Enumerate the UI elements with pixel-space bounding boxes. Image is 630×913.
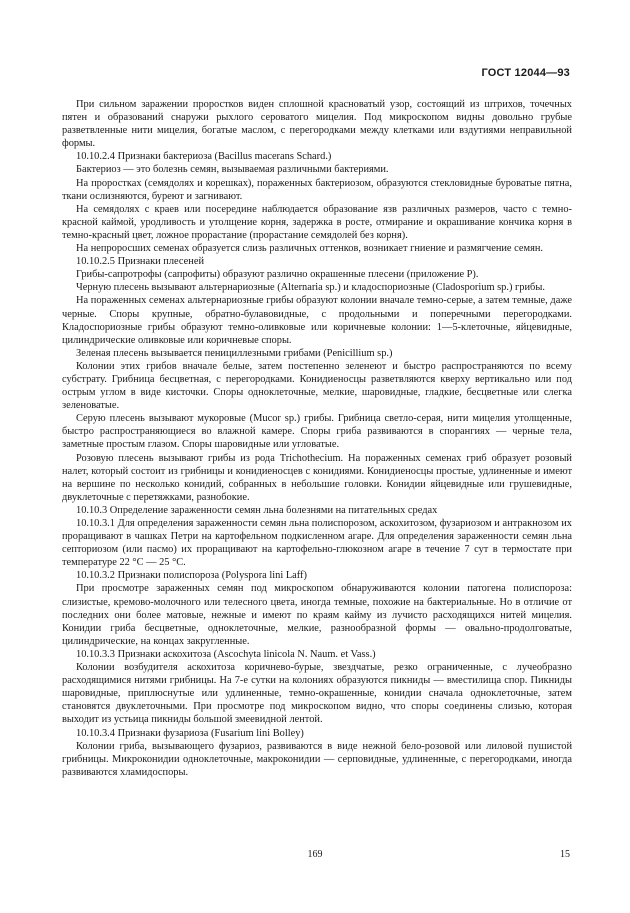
paragraph: Серую плесень вызывают мукоровые (Mucor sp.) грибы. Грибница светло-серая, нити мицелия утолщенные, быстро распространяющиеся во влажной камере. Споры гриба развиваются в спорангиях — черные тела, заметные простым глазом. Споры шаровидные или угловатые. bbox=[62, 413, 572, 451]
paragraph: На семядолях с краев или посередине наблюдается образование язв различных размеров, часто с темно-красной каймой, уродливость и утолщение корня, задержка в росте, отмирание и окрашивание кончика корня в темно-красный цвет, ложное прорастание (прорастание семядолей без корня). bbox=[62, 203, 572, 241]
paragraph: На проростках (семядолях и корешках), пораженных бактериозом, образуются стекловидные буроватые пятна, ткани ослизняются, буреют и загнивают. bbox=[62, 177, 572, 202]
section-heading: 10.10.2.4 Признаки бактериоза (Bacillus macerans Schard.) bbox=[76, 151, 332, 163]
page-number-center: 169 bbox=[307, 849, 323, 860]
paragraph: При просмотре зараженных семян под микроскопом обнаруживаются колонии патогена полиспороза: слизистые, кремово-молочного или телесного цвета, иногда темные, похожие на бактериальные. Но в отличие от последних они более матовые, нежные и имеют по краям кайму из лучисто расходящихся нитей мицелия. Конидии гриба бесцветные, одноклеточные, мелкие, разнообразной формы — овально-продолговатые, цилиндрические, на концах закругленные. bbox=[62, 583, 572, 647]
paragraph: На пораженных семенах альтернариозные грибы образуют колонии вначале темно-серые, а затем темные, даже черные. Споры крупные, обратно-булавовидные, с продольными и поперечными перегородками. Кладоспориозные грибы образуют темно-оливковые или коричневые колонии: 1—5-клеточные, яйцевидные, цилиндрические оливковые или коричневые споры. bbox=[62, 295, 572, 346]
section-heading: 10.10.3.2 Признаки полиспороза (Polyspora lini Laff) bbox=[76, 570, 307, 582]
document-code: ГОСТ 12044—93 bbox=[481, 67, 570, 79]
paragraph: Черную плесень вызывают альтернариозные (Alternaria sp.) и кладоспориозные (Cladosporium sp.) грибы. bbox=[76, 282, 545, 294]
section-heading: 10.10.3.3 Признаки аскохитоза (Ascochyta linicola N. Naum. et Vass.) bbox=[76, 648, 376, 660]
section-heading: 10.10.3 Определение зараженности семян льна болезнями на питательных средах bbox=[76, 504, 438, 516]
paragraph: Зеленая плесень вызывается пенициллезными грибами (Penicillium sp.) bbox=[76, 347, 393, 359]
body-text bbox=[62, 98, 572, 779]
paragraph: Розовую плесень вызывают грибы из рода Trichothecium. На пораженных семенах гриб образует розовый налет, который состоит из грибницы и конидиеносцев с конидиями. Конидиеносцы простые, удлиненные и имеют на вершине по несколько конидий, собранных в небольшие головки. Конидии яйцевидные или грушевидные, двуклеточные с перетяжками, разнобокие. bbox=[62, 452, 572, 503]
paragraph: На непроросших семенах образуется слизь различных оттенков, возникает гниение и размягчение семян. bbox=[76, 243, 544, 255]
section-heading: 10.10.2.5 Признаки плесеней bbox=[76, 256, 205, 268]
paragraph: Колонии этих грибов вначале белые, затем постепенно зеленеют и быстро распространяются по всему субстрату. Грибница бесцветная, с перегородками. Конидиеносцы разветвляются кверху вертикально или под острым углом в виде кисточки. Споры одноклеточные, мелкие, шаровидные, гладкие, бесцветные или слегка зеленоватые. bbox=[62, 360, 572, 412]
paragraph: Грибы-сапротрофы (сапрофиты) образуют различно окрашенные плесени (приложение Р). bbox=[76, 269, 479, 281]
section-heading: 10.10.3.4 Признаки фузариоза (Fusarium lini Bolley) bbox=[76, 727, 304, 739]
paragraph: Бактериоз — это болезнь семян, вызываемая различными бактериями. bbox=[76, 164, 389, 176]
paragraph: Колонии возбудителя аскохитоза коричнево-бурые, звездчатые, резко ограниченные, с лучеобразно расходящимися нитями грибницы. На 7-е сутки на колониях образуются пикниды — вместилища спор. Пикниды шаровидные, приплюснутые или удлиненные, темно-окрашенные, конидии сначала одноклеточные, затем становятся двуклеточными. При просмотре под микроскопом видно, что споры соединены слизью, которая выходит из устьица пикниды большой змеевидной лентой. bbox=[62, 662, 572, 726]
paragraph: Колонии гриба, вызывающего фузариоз, развиваются в виде нежной бело-розовой или лиловой пушистой грибницы. Микроконидии одноклеточные, макроконидии — серповидные, удлиненные, с перегородками, иногда развиваются хламидоспоры. bbox=[62, 740, 572, 778]
paragraph: 10.10.3.1 Для определения зараженности семян льна полиспорозом, аскохитозом, фузариозом и антракнозом их проращивают в чашках Петри на картофельном подкисленном агаре. Для определения зараженности семян льна септориозом (или пасмо) их проращивают на картофельно-глюкозном агаре в течение 7 сут в термостате при температуре 22 °С — 25 °С. bbox=[62, 518, 572, 569]
paragraph: При сильном заражении проростков виден сплошной красноватый узор, состоящий из штрихов, точечных пятен и образований снаружи рыхлого сероватого мицелия. Под микроскопом видны довольно грубые разветвленные нити мицелия, богатые маслом, с перегородками между клетками или вздутиями неправильной формы. bbox=[62, 99, 572, 150]
page-number-right: 15 bbox=[560, 849, 570, 860]
